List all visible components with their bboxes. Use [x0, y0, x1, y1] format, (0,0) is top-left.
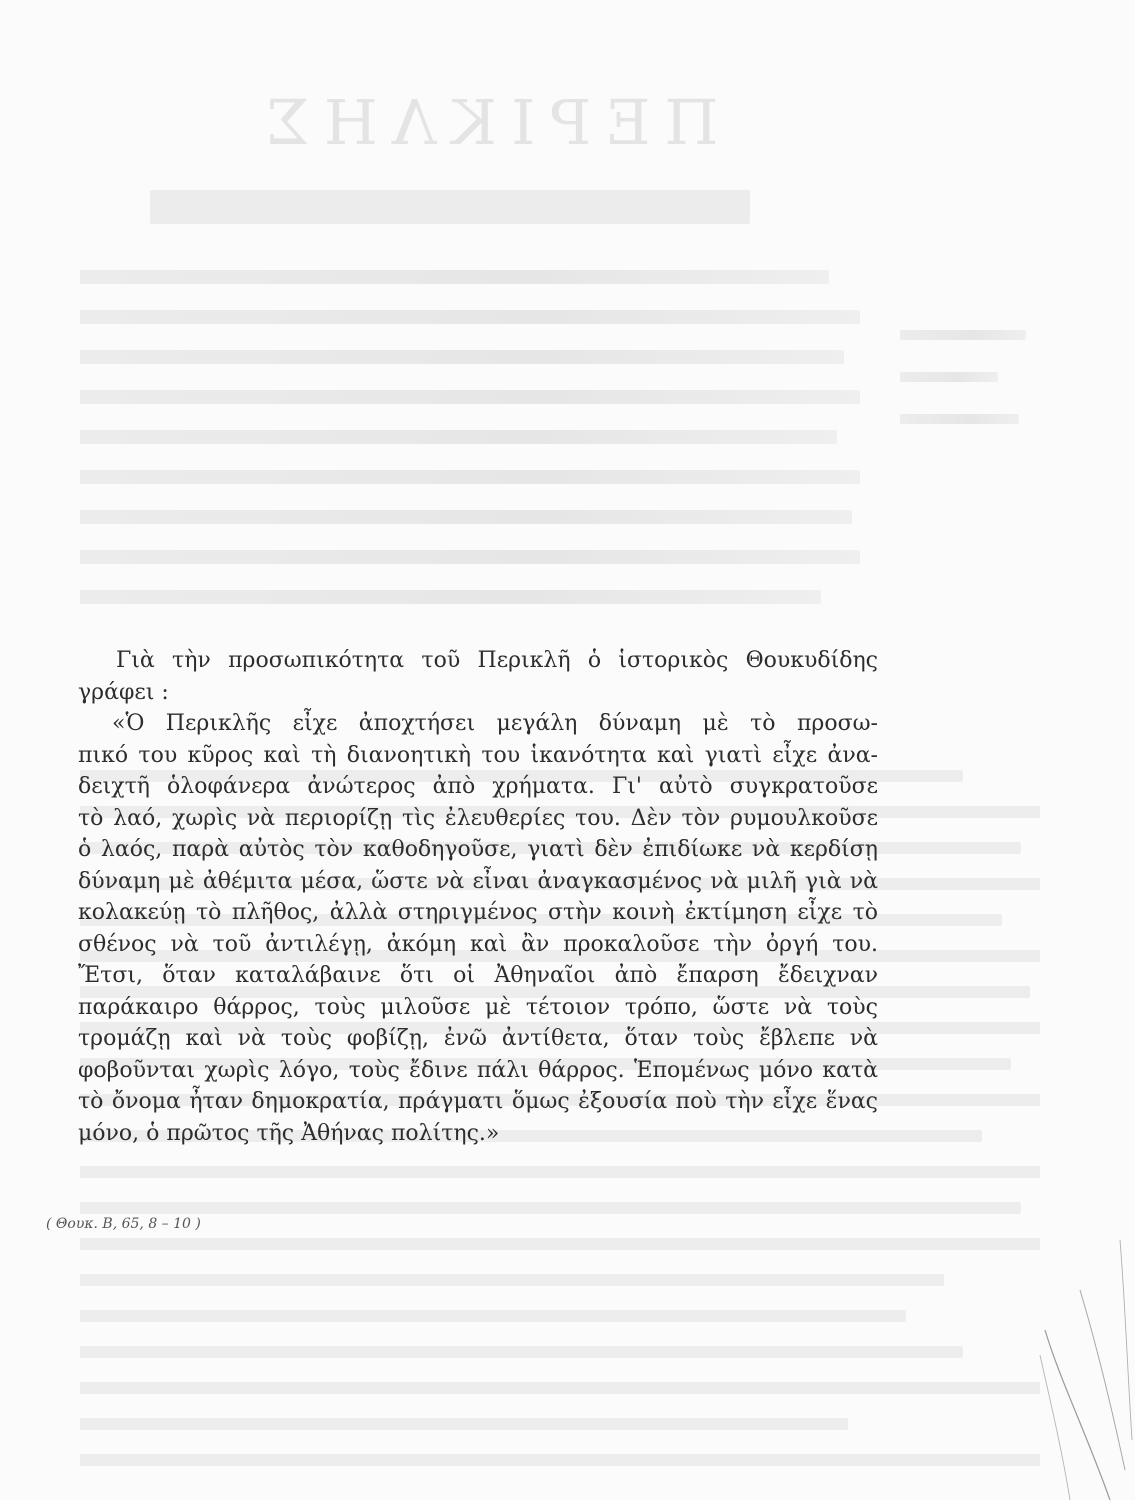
quote-line-5: ὁ λαός, παρὰ αὐτὸς τὸν καθοδηγοῦσε, γιατὶ δὲν ἐπιδίωκε νὰ κερδίσῃ — [78, 837, 878, 862]
quote-line-14: μόνο, ὁ πρῶτος τῆς Ἀθήνας πολίτης.» — [78, 1120, 500, 1146]
source-citation: ( Θουκ. Β, 65, 8 – 10 ) — [46, 1216, 201, 1232]
main-text-block — [78, 645, 878, 1149]
quote-line-9: Ἔτσι, ὅταν καταλάβαινε ὅτι οἱ Ἀθηναῖοι ἀπὸ ἔπαρση ἔδειχναν — [78, 963, 878, 988]
quote-line-7: κολακεύῃ τὸ πλῆθος, ἀλλὰ στηριγμένος στὴν κοινὴ ἐκτίμηση εἶχε τὸ — [78, 900, 878, 925]
quote-line-10: παράκαιρο θάρρος, τοὺς μιλοῦσε μὲ τέτοιον τρόπο, ὥστε νὰ τοὺς — [78, 994, 878, 1020]
quote-line-2: πικό του κῦρος καὶ τὴ διανοητικὴ του ἱκανότητα καὶ γιατὶ εἶχε ἀνα- — [78, 742, 878, 768]
bleed-through-title: ΠΕΡΙΚΛΗΣ — [252, 86, 719, 159]
intro-line-2: γράφει : — [78, 679, 169, 705]
quote-line-6: δύναμη μὲ ἀθέμιτα μέσα, ὥστε νὰ εἶναι ἀναγκασμένος νὰ μιλῆ γιὰ νὰ — [78, 868, 878, 894]
intro-line-1: Γιὰ τὴν προσωπικότητα τοῦ Περικλῆ ὁ ἱστορικὸς Θουκυδίδης — [116, 648, 878, 673]
quote-line-11: τρομάζῃ καὶ νὰ τοὺς φοβίζῃ, ἐνῶ ἀντίθετα, ὅταν τοὺς ἔβλεπε νὰ — [78, 1026, 878, 1051]
quote-line-8: σθένος νὰ τοῦ ἀντιλέγῃ, ἀκόμη καὶ ἂν προκαλοῦσε τὴν ὀργή του. — [78, 931, 878, 957]
quote-line-12: φοβοῦνται χωρὶς λόγο, τοὺς ἔδινε πάλι θάρρος. Ἑπομένως μόνο κατὰ — [78, 1057, 878, 1083]
quote-line-3: δειχτῆ ὁλοφάνερα ἀνώτερος ἀπὸ χρήματα. Γι' αὐτὸ συγκρατοῦσε — [78, 774, 878, 799]
quote-line-1: «Ὁ Περικλῆς εἶχε ἀποχτήσει μεγάλη δύναμη μὲ τὸ προσω- — [112, 711, 878, 736]
quote-line-4: τὸ λαό, χωρὶς νὰ περιορίζῃ τὶς ἐλευθερίες του. Δὲν τὸν ρυμουλκοῦσε — [78, 805, 878, 831]
quote-line-13: τὸ ὄνομα ἦταν δημοκρατία, πράγματι ὅμως ἐξουσία ποὺ τὴν εἶχε ἕνας — [78, 1089, 878, 1114]
